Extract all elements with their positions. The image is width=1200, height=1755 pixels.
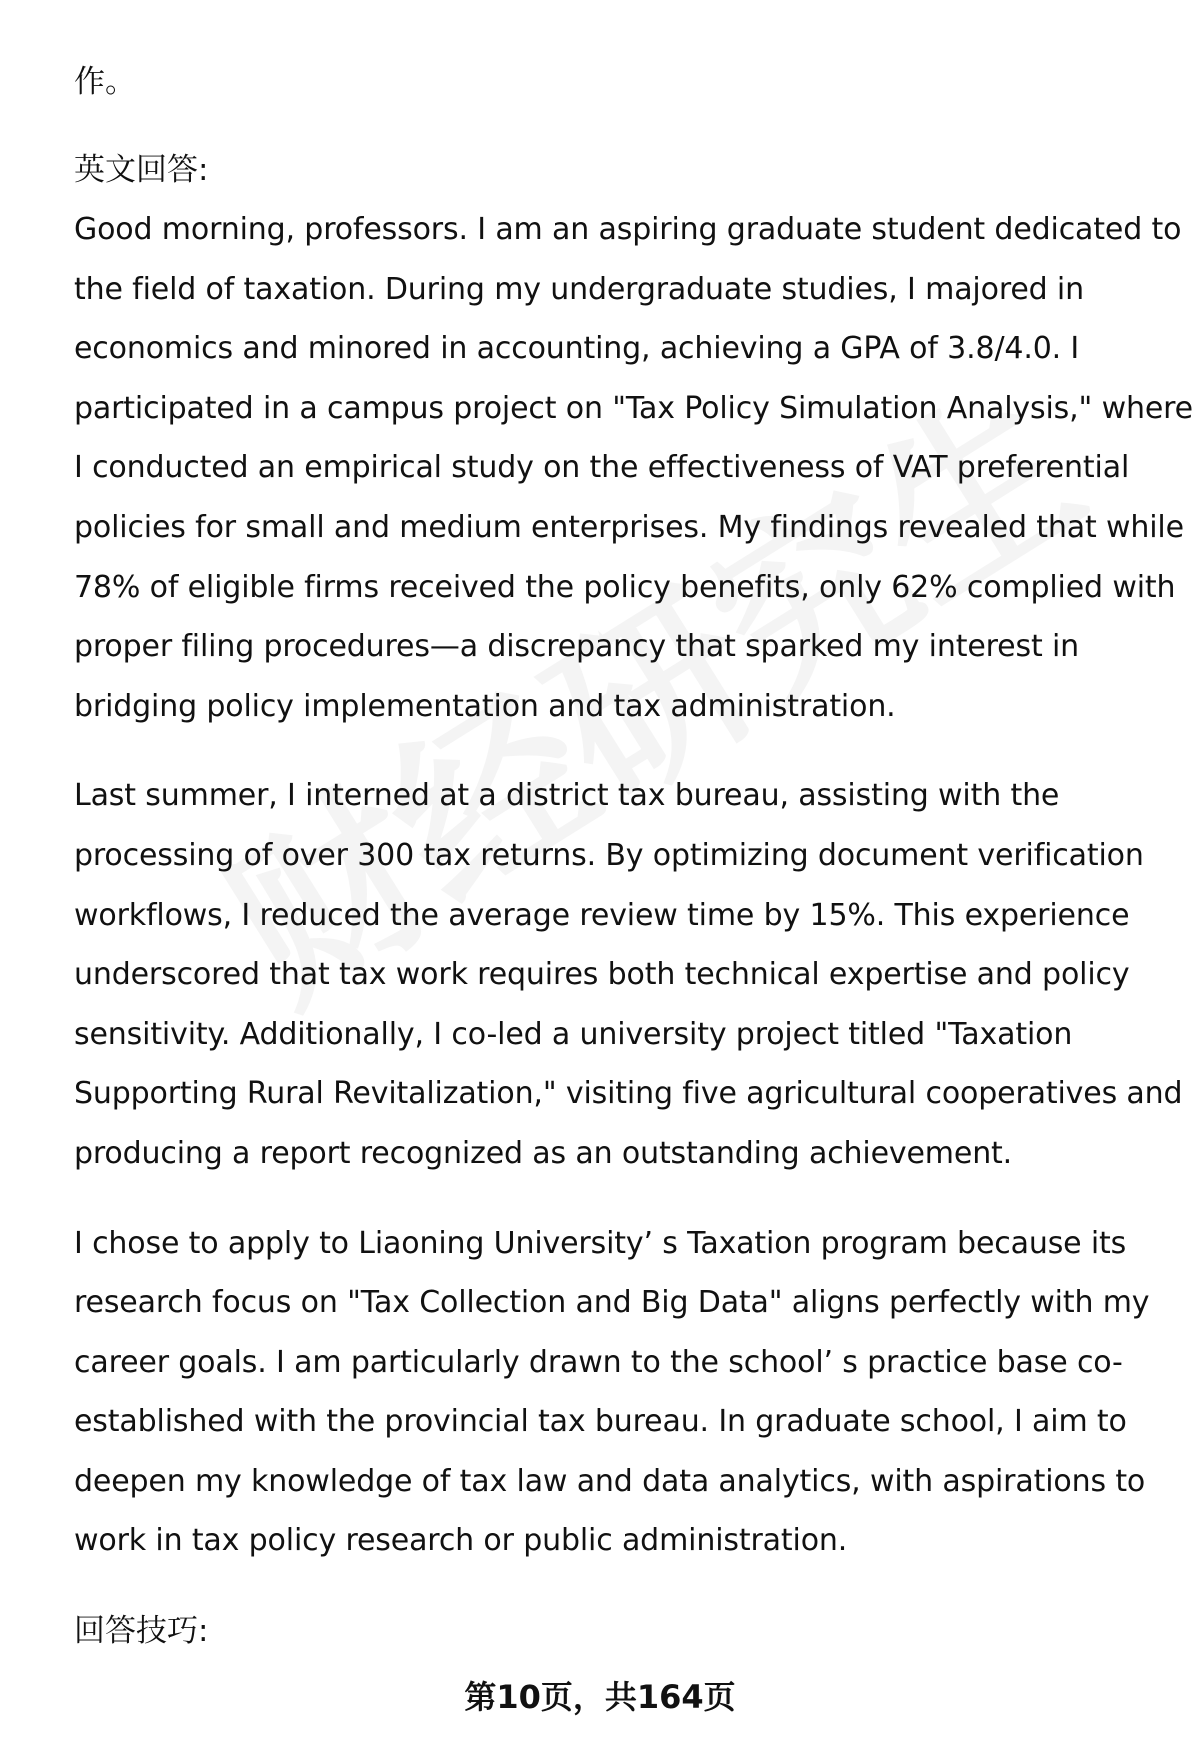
paragraph-line: work in tax policy research or public administration. [74, 1523, 848, 1559]
paragraph-line: workflows, I reduced the average review time by 15%. This experience [74, 897, 1130, 933]
paragraph-line: deepen my knowledge of tax law and data analytics, with aspirations to [74, 1463, 1146, 1499]
paragraph-line: career goals. I am particularly drawn to the school’ s practice base co- [74, 1344, 1123, 1380]
paragraph-3 [74, 1214, 1154, 1572]
paragraph-line: sensitivity. Additionally, I co-led a university project titled "Taxation [74, 1016, 1073, 1052]
paragraph-line: research focus on "Tax Collection and Big Data" aligns perfectly with my [74, 1285, 1150, 1321]
paragraph-line: economics and minored in accounting, achieving a GPA of 3.8/4.0. I [74, 331, 1080, 367]
paragraph-line: processing of over 300 tax returns. By optimizing document verification [74, 837, 1144, 873]
paragraph-line: Last summer, I interned at a district tax bureau, assisting with the [74, 778, 1060, 814]
page-content [74, 52, 1193, 1661]
paragraph-line: the field of taxation. During my undergraduate studies, I majored in [74, 271, 1084, 307]
paragraph-line: Good morning, professors. I am an aspiring graduate student dedicated to [74, 212, 1182, 247]
tips-heading: 回答技巧: [74, 1613, 209, 1650]
paragraph-line: 78% of eligible firms received the policy benefits, only 62% complied with [74, 569, 1176, 605]
paragraph-line: underscored that tax work requires both technical expertise and policy [74, 957, 1130, 993]
top-fragment: 作。 [74, 64, 136, 100]
paragraph-line: policies for small and medium enterprises. My findings revealed that while [74, 509, 1184, 545]
english-answer-heading: 英文回答: [74, 152, 209, 188]
paragraph-line: I chose to apply to Liaoning University’ s Taxation program because its [74, 1225, 1127, 1261]
paragraph-line: Supporting Rural Revitalization," visiting five agricultural cooperatives and [74, 1076, 1183, 1112]
paragraph-2 [74, 766, 1183, 1183]
paragraph-1 [74, 200, 1193, 736]
paragraph-line: participated in a campus project on "Tax Policy Simulation Analysis," where [74, 390, 1193, 426]
paragraph-line: proper filing procedures—a discrepancy that sparked my interest in [74, 629, 1080, 665]
paragraph-line: producing a report recognized as an outstanding achievement. [74, 1135, 1013, 1171]
paragraph-line: established with the provincial tax bureau. In graduate school, I aim to [74, 1404, 1127, 1440]
page-footer: 第10页，共164页 [464, 1678, 736, 1716]
paragraph-line: bridging policy implementation and tax administration. [74, 688, 896, 724]
paragraph-line: I conducted an empirical study on the effectiveness of VAT preferential [74, 450, 1130, 486]
